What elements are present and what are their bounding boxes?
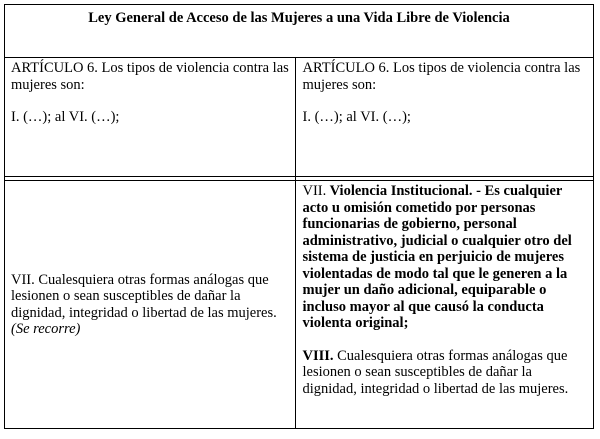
table-title-cell	[5, 5, 594, 58]
right-fraction-viii-label: VIII.	[302, 347, 334, 364]
left-note-se-recorre: (Se recorre)	[11, 321, 81, 337]
left-fractions-range: I. (…); al VI. (…);	[11, 109, 120, 125]
left-fraction-cell	[5, 181, 296, 429]
right-article-heading: ARTÍCULO 6. Los tipos de violencia contra las mujeres son:	[302, 60, 581, 93]
right-fraction-viii	[302, 348, 587, 398]
right-fraction-vii	[302, 183, 587, 332]
left-fraction-vii: VII. Cualesquiera otras formas análogas que lesionen o sean susceptibles de dañar la dignidad, integridad o libertad de las mujeres.	[11, 271, 277, 321]
right-fraction-vii-text: Violencia Institucional. - Es cualquier acto u omisión cometido por personas funcionarias de gobierno, personal administrativo, judicial o cualquier otro del sistema de justicia en perjuicio de mujeres violentadas de modo tal que le generen a la mujer un daño adicional, equiparable o incluso mayor al que causó la conducta violenta original;	[302, 183, 572, 331]
right-fractions-range: I. (…); al VI. (…);	[302, 109, 411, 125]
right-fraction-vii-label: VII.	[302, 183, 327, 199]
comparison-table	[4, 4, 594, 429]
left-article-heading: ARTÍCULO 6. Los tipos de violencia contra las mujeres son:	[11, 60, 289, 93]
left-article-cell	[5, 58, 296, 177]
comparison-table-frame	[4, 4, 594, 432]
law-title: Ley General de Acceso de las Mujeres a una Vida Libre de Violencia	[88, 10, 510, 26]
right-article-cell	[296, 58, 594, 177]
right-fraction-cell	[296, 181, 594, 429]
right-fraction-viii-text: Cualesquiera otras formas análogas que lesionen o sean susceptibles de dañar la dignidad, integridad o libertad de las mujeres.	[302, 347, 569, 397]
